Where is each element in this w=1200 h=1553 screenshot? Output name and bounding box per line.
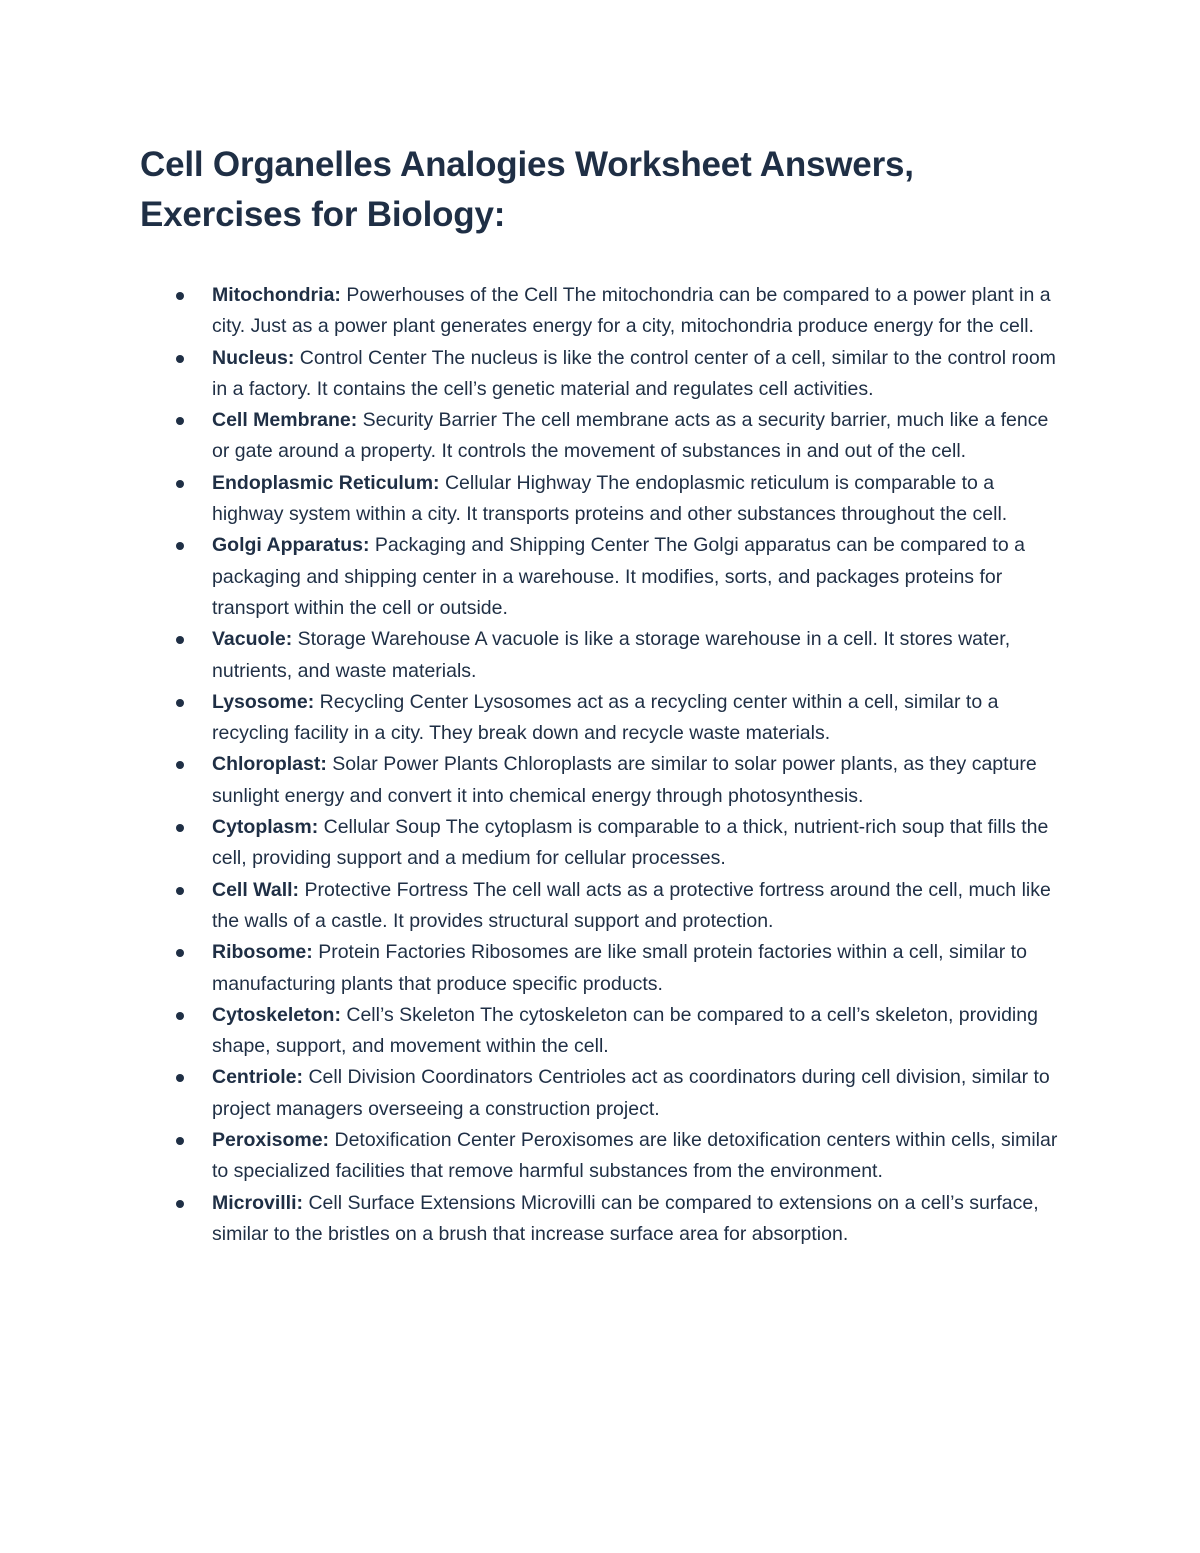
item-text: Cellular Highway The endoplasmic reticulum is comparable to a highway system within a city. It transports proteins and other substances throughout the cell. bbox=[212, 471, 1008, 526]
list-item-vacuole bbox=[140, 624, 1065, 687]
item-text: Cellular Soup The cytoplasm is comparable to a thick, nutrient-rich soup that fills the cell, providing support and a medium for cellular processes. bbox=[212, 816, 1049, 870]
bullet-icon bbox=[176, 1200, 184, 1208]
item-term: Cytoskeleton: bbox=[212, 1003, 341, 1026]
item-term: Endoplasmic Reticulum: bbox=[212, 471, 440, 494]
list-item-centriole bbox=[140, 1062, 1065, 1125]
list-item-peroxisome bbox=[140, 1125, 1065, 1188]
list-item-cytoplasm bbox=[140, 812, 1065, 875]
item-term: Vacuole: bbox=[212, 628, 293, 651]
item-text: Control Center The nucleus is like the control center of a cell, similar to the control room in a factory. It contains the cell’s genetic material and regulates cell activities. bbox=[212, 346, 1056, 400]
bullet-icon bbox=[176, 1074, 184, 1082]
item-term: Cell Membrane: bbox=[212, 409, 358, 432]
item-term: Chloroplast: bbox=[212, 753, 327, 776]
list-item-lysosome bbox=[140, 687, 1065, 750]
item-text: Detoxification Center Peroxisomes are like detoxification centers within cells, similar to specialized facilities that remove harmful substances from the environment. bbox=[212, 1129, 1058, 1183]
item-term: Microvilli: bbox=[212, 1191, 304, 1214]
bullet-icon bbox=[176, 355, 184, 363]
item-text: Storage Warehouse A vacuole is like a storage warehouse in a cell. It stores water, nutrients, and waste materials. bbox=[212, 628, 1011, 682]
organelle-list bbox=[140, 280, 1065, 1250]
bullet-icon bbox=[176, 1012, 184, 1020]
bullet-icon bbox=[176, 1137, 184, 1145]
item-term: Peroxisome: bbox=[212, 1129, 330, 1152]
list-item-endoplasmic-reticulum bbox=[140, 468, 1065, 531]
item-term: Cytoplasm: bbox=[212, 816, 319, 839]
bullet-icon bbox=[176, 887, 184, 895]
document-page bbox=[140, 140, 1065, 1250]
bullet-icon bbox=[176, 636, 184, 644]
item-text: Protective Fortress The cell wall acts as a protective fortress around the cell, much like the walls of a castle. It provides structural support and protection. bbox=[212, 878, 1051, 932]
list-item-golgi-apparatus bbox=[140, 530, 1065, 624]
list-item-cytoskeleton bbox=[140, 1000, 1065, 1063]
item-term: Centriole: bbox=[212, 1066, 304, 1089]
list-item-cell-membrane bbox=[140, 405, 1065, 468]
item-text: Cell’s Skeleton The cytoskeleton can be compared to a cell’s skeleton, providing shape, support, and movement within the cell. bbox=[212, 1003, 1038, 1058]
bullet-icon bbox=[176, 480, 184, 488]
item-term: Golgi Apparatus: bbox=[212, 534, 370, 557]
item-term: Cell Wall: bbox=[212, 878, 300, 901]
bullet-icon bbox=[176, 949, 184, 957]
item-text: Cell Surface Extensions Microvilli can be compared to extensions on a cell’s surface, similar to the bristles on a brush that increase surface area for absorption. bbox=[212, 1191, 1039, 1245]
list-item-ribosome bbox=[140, 937, 1065, 1000]
bullet-icon bbox=[176, 417, 184, 425]
list-item-chloroplast bbox=[140, 749, 1065, 812]
bullet-icon bbox=[176, 761, 184, 769]
item-text: Protein Factories Ribosomes are like small protein factories within a cell, similar to manufacturing plants that produce specific products. bbox=[212, 941, 1027, 995]
list-item-mitochondria bbox=[140, 280, 1065, 343]
bullet-icon bbox=[176, 292, 184, 300]
bullet-icon bbox=[176, 824, 184, 832]
bullet-icon bbox=[176, 699, 184, 707]
document-title: Cell Organelles Analogies Worksheet Answers, Exercises for Biology: bbox=[140, 145, 914, 234]
item-text: Solar Power Plants Chloroplasts are similar to solar power plants, as they capture sunlight energy and convert it into chemical energy through photosynthesis. bbox=[212, 753, 1037, 807]
item-text: Powerhouses of the Cell The mitochondria can be compared to a power plant in a city. Just as a power plant generates energy for a city, mitochondria produce energy for the cell. bbox=[212, 284, 1051, 338]
item-text: Cell Division Coordinators Centrioles act as coordinators during cell division, similar to project managers overseeing a construction project. bbox=[212, 1066, 1050, 1120]
list-item-microvilli bbox=[140, 1188, 1065, 1251]
item-term: Nucleus: bbox=[212, 346, 295, 369]
item-term: Mitochondria: bbox=[212, 284, 341, 306]
item-term: Ribosome: bbox=[212, 941, 313, 964]
item-text: Recycling Center Lysosomes act as a recycling center within a cell, similar to a recycling facility in a city. They break down and recycle waste materials. bbox=[212, 690, 999, 745]
item-term: Lysosome: bbox=[212, 690, 315, 713]
item-text: Security Barrier The cell membrane acts as a security barrier, much like a fence or gate around a property. It controls the movement of substances in and out of the cell. bbox=[212, 409, 1049, 463]
item-text: Packaging and Shipping Center The Golgi apparatus can be compared to a packaging and shipping center in a warehouse. It modifies, sorts, and packages proteins for transport within the cell or outside. bbox=[212, 534, 1025, 619]
list-item-nucleus bbox=[140, 343, 1065, 406]
list-item-cell-wall bbox=[140, 875, 1065, 938]
bullet-icon bbox=[176, 542, 184, 550]
